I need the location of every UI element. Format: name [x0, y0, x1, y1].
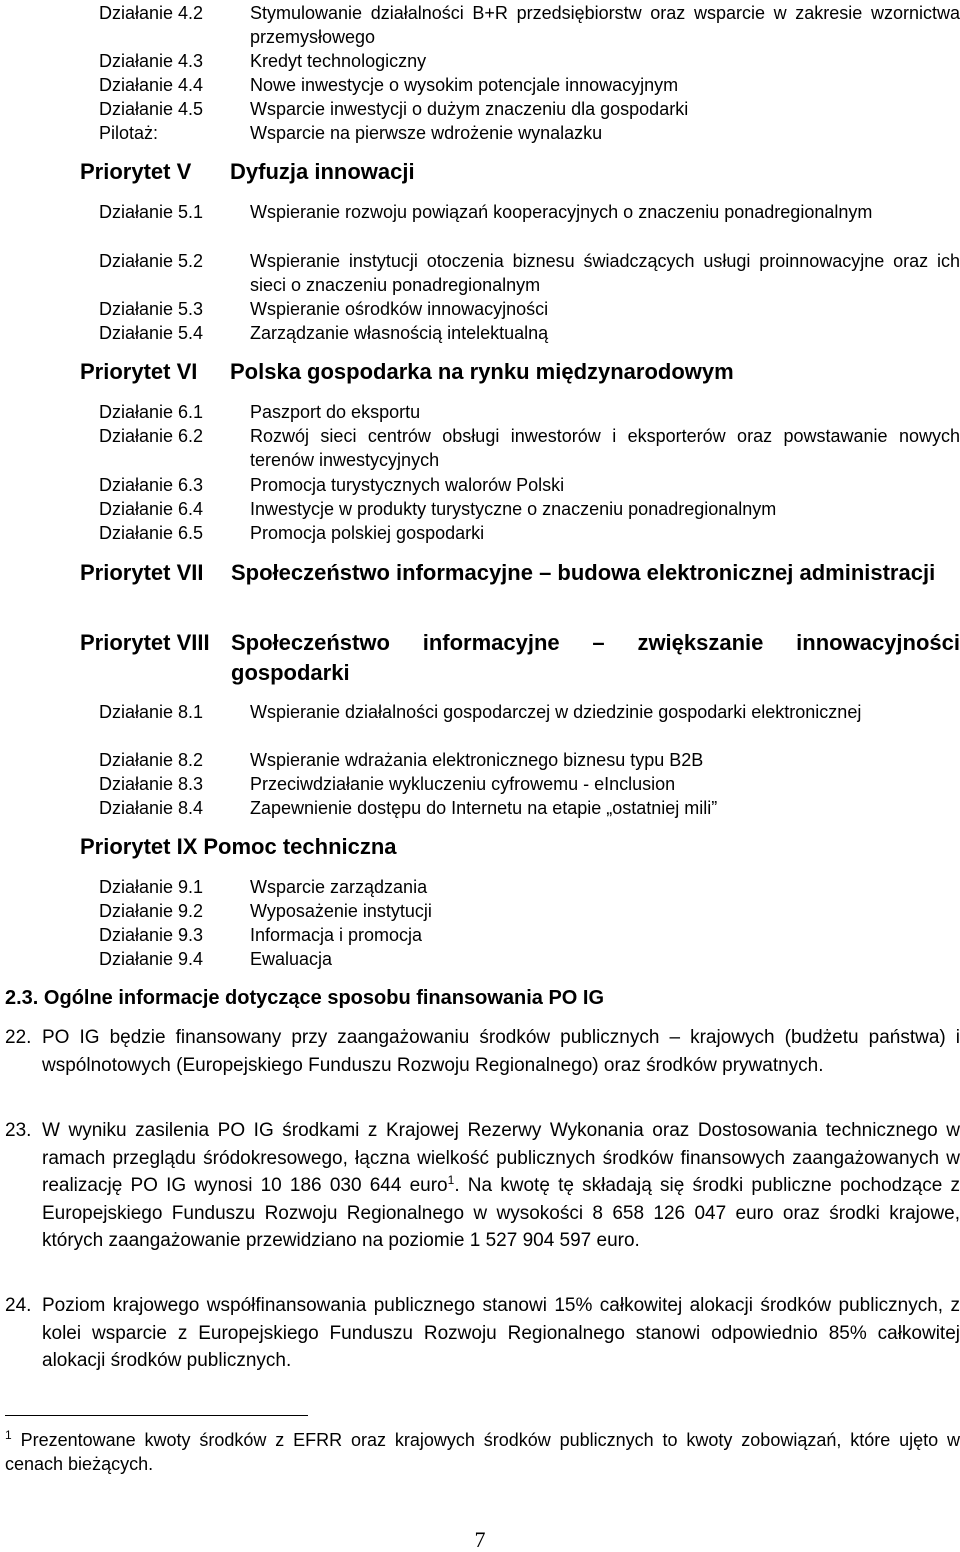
footnote-mark: 1: [5, 1428, 12, 1442]
action-label: Działanie 9.4: [99, 949, 204, 969]
action-text: Promocja turystycznych walorów Polski: [250, 475, 565, 495]
priority-heading: [80, 357, 960, 387]
action-label: Działanie 4.4: [99, 75, 204, 95]
action-label: Działanie 6.5: [99, 523, 204, 543]
action-label: Działanie 9.3: [99, 925, 204, 945]
action-text: Przeciwdziałanie wykluczeniu cyfrowemu - eInclusion: [250, 774, 676, 794]
action-text: Informacja i promocja: [250, 925, 423, 945]
action-label: Działanie 4.5: [99, 99, 204, 119]
footnote-separator: [5, 1415, 308, 1416]
priority-title: Społeczeństwo informacyjne – zwiększanie innowacyjności gospodarki: [231, 630, 960, 685]
action-text: Ewaluacja: [250, 949, 333, 969]
list-item: [99, 97, 960, 121]
paragraph-text: [42, 1117, 960, 1255]
priority-label: Priorytet V: [80, 159, 192, 184]
priority-title: Dyfuzja innowacji: [230, 159, 415, 184]
list-item: [99, 200, 960, 224]
list-item: [99, 424, 960, 472]
priority-heading: [80, 628, 960, 688]
paragraph: [5, 1117, 960, 1255]
action-text: Promocja polskiej gospodarki: [250, 523, 485, 543]
paragraph-number: 23.: [5, 1120, 32, 1141]
list-item: [99, 121, 960, 145]
action-label: Działanie 9.1: [99, 877, 204, 897]
list-item: [99, 700, 960, 724]
action-text: Kredyt technologiczny: [250, 51, 427, 71]
action-label: Działanie 6.3: [99, 475, 204, 495]
action-label: Działanie 6.2: [99, 426, 204, 446]
action-text: Stymulowanie działalności B+R przedsiębiorstw oraz wsparcie w zakresie wzornictwa przemysłowego: [250, 3, 960, 47]
action-label: Działanie 6.4: [99, 499, 204, 519]
action-text: Wsparcie na pierwsze wdrożenie wynalazku: [250, 123, 603, 143]
list-item: [99, 473, 960, 497]
paragraph-number: 24.: [5, 1295, 32, 1316]
list-item: [99, 923, 960, 947]
list-item: [99, 400, 960, 424]
action-text: Zapewnienie dostępu do Internetu na etapie „ostatniej mili”: [250, 798, 718, 818]
priority-title: Polska gospodarka na rynku międzynarodowym: [230, 359, 734, 384]
footnote-text: Prezentowane kwoty środków z EFRR oraz krajowych środków publicznych to kwoty zobowiązań, które ujęto w cenach bieżących.: [5, 1430, 960, 1474]
priority-label: Priorytet VIII: [80, 630, 210, 655]
action-label: Działanie 4.3: [99, 51, 204, 71]
list-item: [99, 521, 960, 545]
paragraph-text-part: W wyniku zasilenia PO IG środkami z Krajowej Rezerwy Wykonania oraz Dostosowania technicznego w ramach przeglądu śródokresowego, łączna wielkość publicznych środków finansowych zaangażowanych w realizację PO IG wynosi 10 186 030 644 euro: [42, 1120, 960, 1196]
paragraph: [5, 1024, 960, 1079]
priority-label: Priorytet IX: [80, 834, 198, 859]
footnote: [5, 1428, 960, 1476]
page-number: 7: [474, 1527, 486, 1552]
action-text: Wsparcie inwestycji o dużym znaczeniu dla gospodarki: [250, 99, 689, 119]
list-item: [99, 249, 960, 297]
action-label: Działanie 6.1: [99, 402, 204, 422]
action-text: Nowe inwestycje o wysokim potencjale innowacyjnym: [250, 75, 679, 95]
action-label: Działanie 9.2: [99, 901, 204, 921]
action-label: Działanie 8.1: [99, 702, 204, 722]
action-label: Działanie 4.2: [99, 3, 204, 23]
priority-label: Priorytet VII: [80, 560, 204, 585]
list-item: [99, 73, 960, 97]
list-item: [99, 297, 960, 321]
list-item: [99, 49, 960, 73]
action-label: Pilotaż:: [99, 123, 159, 143]
list-item: [99, 772, 960, 796]
action-text: Wspieranie wdrażania elektronicznego biznesu typu B2B: [250, 750, 704, 770]
list-item: [99, 875, 960, 899]
list-item: [99, 947, 960, 971]
priority-label: Priorytet VI: [80, 359, 198, 384]
paragraph-number: 22.: [5, 1027, 32, 1048]
action-text: Zarządzanie własnością intelektualną: [250, 323, 549, 343]
action-label: Działanie 5.1: [99, 202, 204, 222]
list-item: [99, 748, 960, 772]
action-text: Wspieranie instytucji otoczenia biznesu świadczących usługi proinnowacyjne oraz ich sieci o znaczeniu ponadregionalnym: [250, 251, 960, 295]
priority-title: Społeczeństwo informacyjne – budowa elektronicznej administracji: [231, 560, 936, 585]
action-label: Działanie 8.4: [99, 798, 204, 818]
action-text: Wspieranie rozwoju powiązań kooperacyjnych o znaczeniu ponadregionalnym: [250, 202, 873, 222]
section-heading: 2.3. Ogólne informacje dotyczące sposobu finansowania PO IG: [5, 987, 605, 1009]
paragraph-text: Poziom krajowego współfinansowania publicznego stanowi 15% całkowitej alokacji środków publicznych, z kolei wsparcie z Europejskiego Funduszu Rozwoju Regionalnego stanowi odpowiednio 85% całkowitej alokacji środków publicznych.: [42, 1295, 960, 1371]
list-item: [99, 899, 960, 923]
list-item: [99, 321, 960, 345]
action-text: Rozwój sieci centrów obsługi inwestorów i eksporterów oraz powstawanie nowych terenów inwestycyjnych: [250, 426, 960, 470]
paragraph: [5, 1292, 960, 1375]
priority-heading: [80, 832, 960, 862]
paragraph-text-part: . Na kwotę tę składają się środki publiczne pochodzące z Europejskiego Funduszu Rozwoju Regionalnego w wysokości 8 658 126 047 euro oraz środki krajowe, których zaangażowanie przewidziano na poziomie 1 527 904 597 euro.: [42, 1175, 960, 1251]
action-label: Działanie 5.4: [99, 323, 204, 343]
action-label: Działanie 8.3: [99, 774, 204, 794]
priority-title: Pomoc techniczna: [203, 834, 397, 859]
action-text: Paszport do eksportu: [250, 402, 421, 422]
action-text: Wspieranie działalności gospodarczej w dziedzinie gospodarki elektronicznej: [250, 702, 862, 722]
action-label: Działanie 5.3: [99, 299, 204, 319]
priority-heading: [80, 558, 960, 588]
action-label: Działanie 8.2: [99, 750, 204, 770]
list-item: [99, 796, 960, 820]
list-item: [99, 497, 960, 521]
action-text: Wsparcie zarządzania: [250, 877, 428, 897]
list-item: [99, 1, 960, 49]
action-text: Wyposażenie instytucji: [250, 901, 432, 921]
paragraph-text: PO IG będzie finansowany przy zaangażowaniu środków publicznych – krajowych (budżetu państwa) i wspólnotowych (Europejskiego Funduszu Rozwoju Regionalnego) oraz środków prywatnych.: [42, 1027, 960, 1076]
footnote-reference: 1: [447, 1173, 455, 1187]
action-text: Inwestycje w produkty turystyczne o znaczeniu ponadregionalnym: [250, 499, 777, 519]
priority-heading: [80, 157, 960, 187]
action-label: Działanie 5.2: [99, 251, 204, 271]
action-text: Wspieranie ośrodków innowacyjności: [250, 299, 549, 319]
